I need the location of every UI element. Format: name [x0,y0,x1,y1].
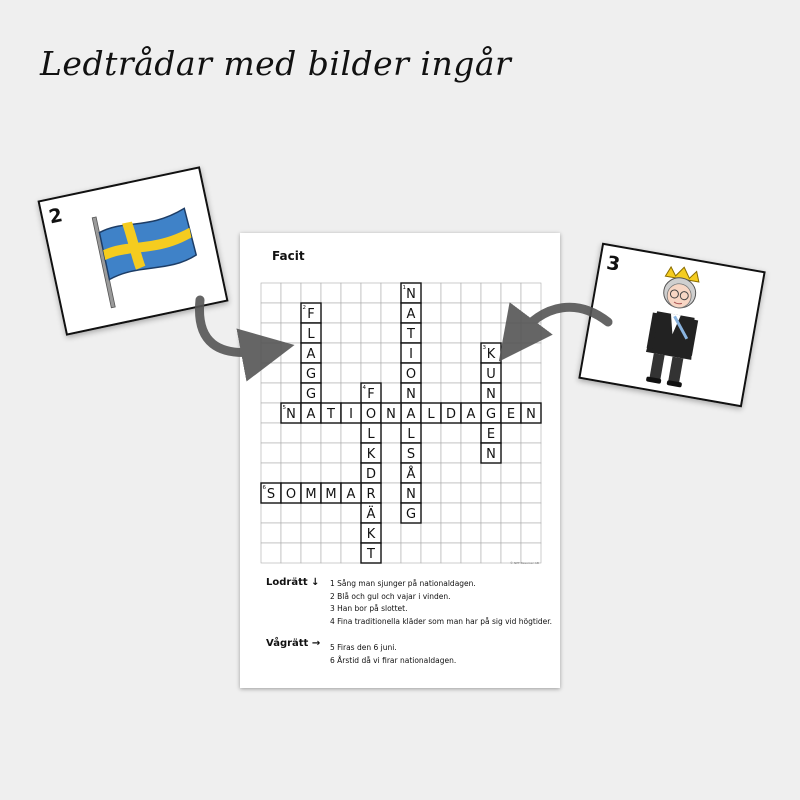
clue-item: 2 Blå och gul och vajar i vinden. [330,591,451,601]
answer-letter: M [325,487,337,502]
clue-item: 5 Firas den 6 juni. [330,643,397,652]
answer-letter: N [406,487,416,502]
answer-letter: N [526,407,536,422]
answer-letter: L [407,427,415,442]
card-number: 3 [604,251,622,276]
answer-letter: I [349,407,353,422]
copyright-text: © NPF Resurser AB [510,561,539,565]
clue-item: 3 Han bor på slottet. [330,604,408,613]
answer-letter: O [285,487,297,502]
answer-letter: K [486,347,496,362]
answer-letter: A [406,407,416,422]
answer-letter: E [506,407,516,422]
answer-letter: N [406,387,416,402]
headline: Ledtrådar med bilder ingår [40,44,512,83]
answer-letter: F [307,307,315,322]
answer-letter: R [366,487,376,502]
clue-number: 6 [262,485,266,491]
answer-letter: G [485,407,497,422]
answer-letter: N [286,407,296,422]
answer-letter: O [405,367,417,382]
arrow-icon [199,300,268,353]
answer-letter: N [386,407,396,422]
clue-number: 2 [302,305,306,311]
clue-item: 6 Årstid då vi firar nationaldagen. [330,655,457,665]
answer-letter: F [367,387,375,402]
answer-letter: N [486,387,496,402]
answer-letter: N [486,447,496,462]
card-number: 2 [46,204,65,229]
lodratt-heading: Lodrätt ↓ [266,577,320,588]
clue-number: 4 [362,385,366,391]
answer-letter: A [466,407,476,422]
clue-number: 3 [482,345,486,351]
vagratt-heading: Vågrätt → [266,638,321,649]
answer-letter: G [305,367,317,382]
answer-letter: E [486,427,496,442]
clue-number: 5 [282,405,286,411]
answer-letter: A [306,407,316,422]
answer-letter: G [305,387,317,402]
answer-letter: N [406,287,416,302]
clue-item: 4 Fina traditionella kläder som man har på sig vid högtider. [330,616,553,626]
answer-letter: D [365,467,377,482]
answer-letter: I [409,347,413,362]
answer-letter: L [427,407,435,422]
answer-letter: K [366,527,376,542]
answer-letter: Ä [366,507,376,522]
answer-letter: A [346,487,356,502]
arrow-icon [515,307,608,340]
facit-label: Facit [272,249,305,263]
answer-letter: Å [406,467,416,482]
answer-letter: D [445,407,457,422]
answer-letter: L [307,327,315,342]
answer-letter: T [367,547,375,562]
clue-item: 1 Sång man sjunger på nationaldagen. [330,579,476,588]
answer-letter: S [266,487,276,502]
answer-letter: T [327,407,335,422]
answer-letter: K [366,447,376,462]
answer-letter: O [365,407,377,422]
answer-letter: M [305,487,317,502]
answer-letter: L [367,427,375,442]
answer-letter: U [486,367,496,382]
answer-letter: S [406,447,416,462]
clue-number: 1 [402,285,406,291]
answer-letter: G [405,507,417,522]
answer-letter: A [306,347,316,362]
answer-letter: A [406,307,416,322]
answer-letter: T [407,327,415,342]
